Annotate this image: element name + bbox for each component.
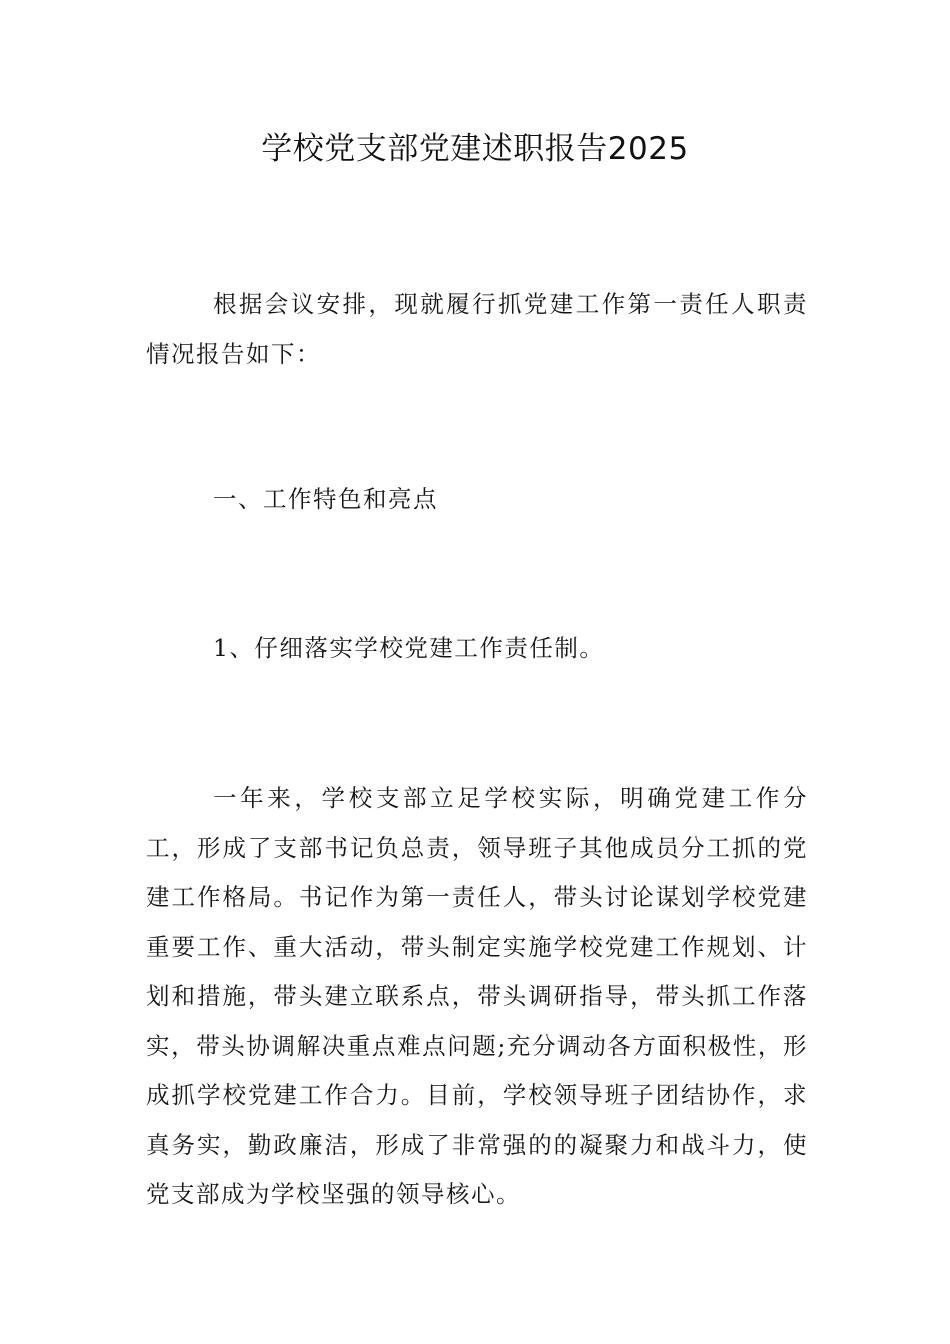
intro-paragraph: 根据会议安排，现就履行抓党建工作第一责任人职责情况报告如下： <box>146 290 808 368</box>
document-title: 学校党支部党建述职报告2025 <box>261 131 689 167</box>
section-heading: 一、工作特色和亮点 <box>212 485 438 513</box>
subsection-heading: 1、仔细落实学校党建工作责任制。 <box>212 634 605 662</box>
body-paragraph: 一年来，学校支部立足学校实际，明确党建工作分工，形成了支部书记负总责，领导班子其他成员分工抓的党建工作格局。书记作为第一责任人，带头讨论谋划学校党建重要工作、重大活动，带头制定实施学校党建工作规划、计划和措施，带头建立联系点，带头调研指导，带头抓工作落实，带头协调解决重点难点问题;充分调动各方面积极性，形成抓学校党建工作合力。目前，学校领导班子团结协作，求真务实，勤政廉洁，形成了非常强的的凝聚力和战斗力，使党支部成为学校坚强的领导核心。 <box>146 784 808 1208</box>
